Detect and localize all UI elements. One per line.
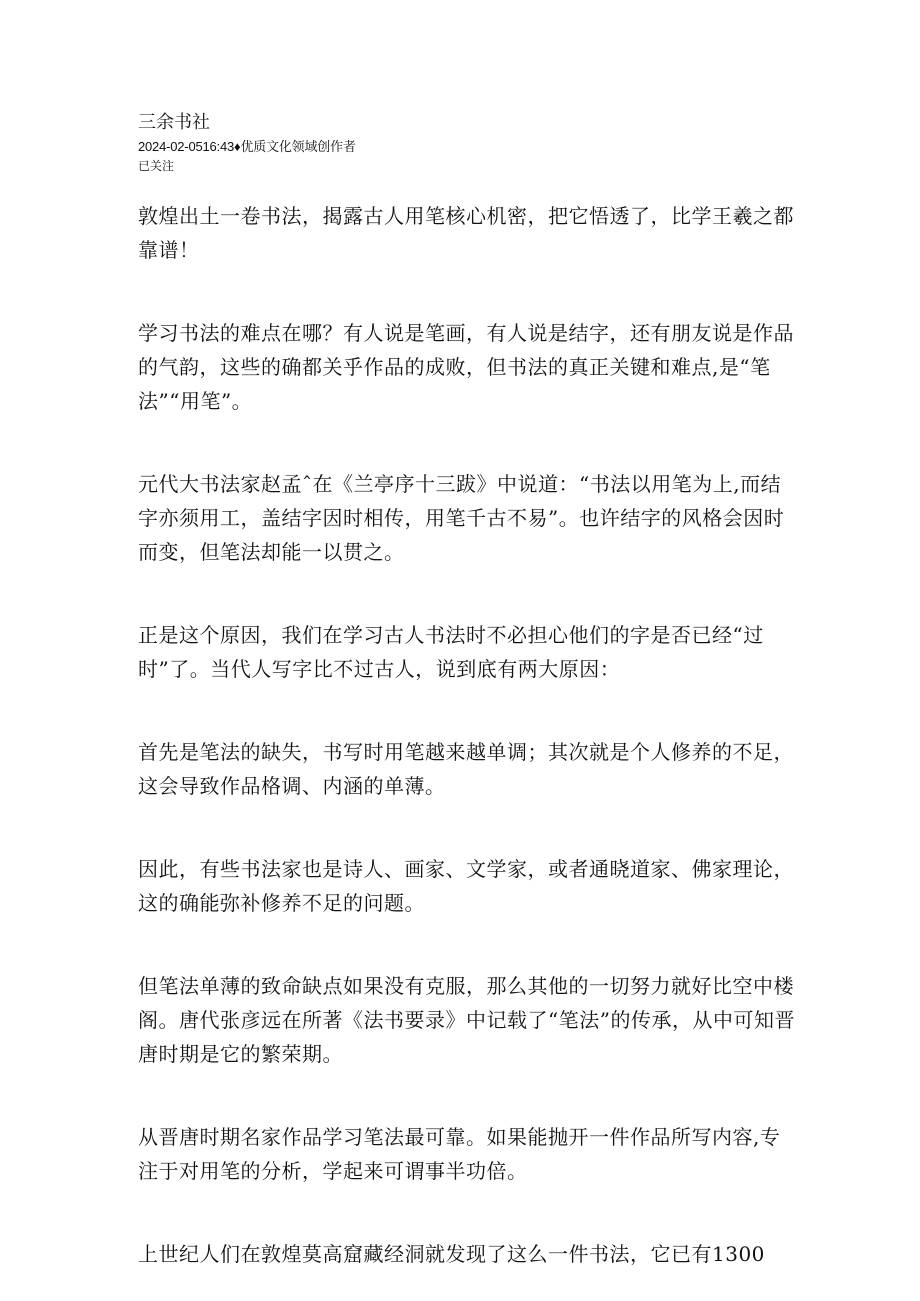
paragraph-2: 元代大书法家赵孟ˆ在《兰亭序十三跋》中说道：“书法以用笔为上,而结字亦须用工，盖结字因时相传，用笔千古不易”。也许结字的风格会因时而变，但笔法却能一以贯之。 (138, 472, 785, 564)
spacer (138, 1071, 798, 1120)
spacer (138, 418, 798, 467)
spacer (138, 267, 798, 316)
paragraph-4: 首先是笔法的缺失，书写时用笔越来越单调；其次就是个人修养的不足，这会导致作品格调、内涵的单薄。 (138, 740, 794, 798)
paragraph-1: 学习书法的难点在哪？有人说是笔画，有人说是结字，还有朋友说是作品的气韵，这些的确都关乎作品的成败，但书法的真正关键和难点,是“笔法”“用笔”。 (138, 321, 794, 413)
author-name[interactable]: 三余书社 (138, 112, 210, 133)
follow-button[interactable]: 已关注 (138, 159, 175, 173)
paragraph-6: 但笔法单薄的致命缺点如果没有克服，那么其他的一切努力就好比空中楼阁。唐代张彦远在所著《法书要录》中记载了“笔法”的传承，从中可知晋唐时期是它的繁荣期。 (138, 974, 795, 1066)
spacer (138, 686, 798, 735)
paragraph-7: 从晋唐时期名家作品学习笔法最可靠。如果能抛开一件作品所写内容,专注于对用笔的分析，学起来可谓事半功倍。 (138, 1125, 781, 1183)
spacer (138, 1188, 798, 1237)
paragraph-3: 正是这个原因，我们在学习古人书法时不必担心他们的字是否已经“过时”了。当代人写字比不过古人，说到底有两大原因： (138, 623, 764, 681)
article-title: 敦煌出土一卷书法，揭露古人用笔核心机密，把它悟透了，比学王羲之都靠谱！ (138, 204, 794, 262)
spacer (138, 569, 798, 618)
paragraph-5: 因此，有些书法家也是诗人、画家、文学家，或者通晓道家、佛家理论，这的确能弥补修养不足的问题。 (138, 857, 794, 915)
spacer (138, 803, 798, 852)
spacer (138, 920, 798, 969)
post-meta: 2024-02-0516:43♦优质文化领域创作者 (138, 139, 356, 154)
article (138, 112, 798, 1271)
paragraph-8: 上世纪人们在敦煌莫高窟藏经洞就发现了这么一件书法，它已有1300 (138, 1242, 765, 1266)
